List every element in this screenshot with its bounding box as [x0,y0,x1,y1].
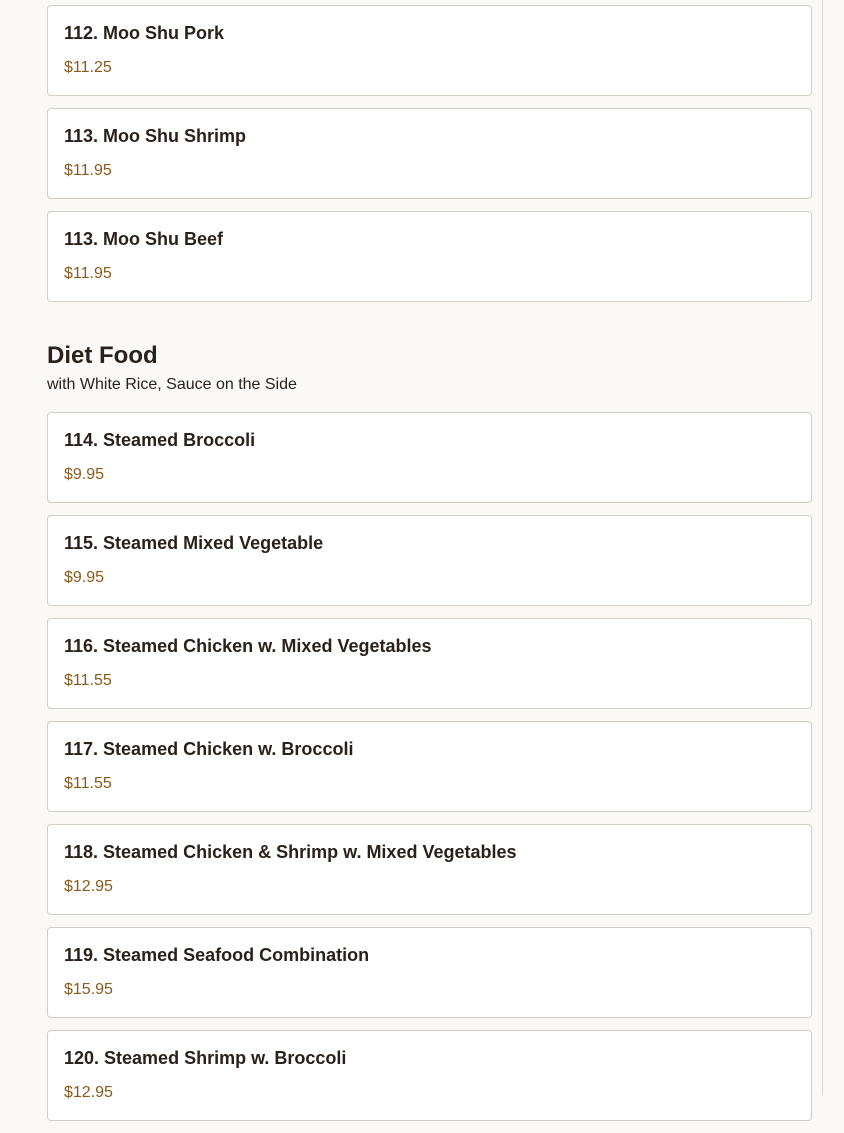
menu-item-name: 112. Moo Shu Pork [64,23,225,43]
menu-item-name: 116. Steamed Chicken w. Mixed Vegetables [64,636,432,656]
menu-item-name: 119. Steamed Seafood Combination [64,945,370,965]
section-header [47,314,812,394]
menu-item-name: 120. Steamed Shrimp w. Broccoli [64,1048,347,1068]
menu-item-price: $11.55 [64,775,112,792]
section-subtitle: with White Rice, Sauce on the Side [47,376,297,393]
menu-item-name: 117. Steamed Chicken w. Broccoli [64,739,354,759]
menu-item-card[interactable] [47,824,812,915]
menu-item-name: 113. Moo Shu Shrimp [64,126,247,146]
menu-item-name: 115. Steamed Mixed Vegetable [64,533,324,553]
menu-item-card[interactable] [47,515,812,606]
menu-item-name: 114. Steamed Broccoli [64,430,256,450]
menu-item-price: $12.95 [64,1084,113,1101]
menu-item-card[interactable] [47,412,812,503]
menu-item-price: $11.25 [64,59,112,76]
menu-item-price: $12.95 [64,878,113,895]
menu-item-card[interactable] [47,721,812,812]
menu-item-card[interactable] [47,927,812,1018]
menu-item-card[interactable] [47,108,812,199]
menu-item-card[interactable] [47,5,812,96]
page-divider [822,0,823,1095]
section-title: Diet Food [47,342,158,369]
menu-item-price: $11.95 [64,162,112,179]
menu-content [47,5,812,1133]
menu-item-price: $9.95 [64,569,105,586]
menu-item-name: 113. Moo Shu Beef [64,229,224,249]
menu-item-price: $11.95 [64,265,112,282]
menu-item-price: $9.95 [64,466,105,483]
menu-item-price: $11.55 [64,672,112,689]
menu-item-card[interactable] [47,618,812,709]
menu-item-name: 118. Steamed Chicken & Shrimp w. Mixed Vegetables [64,842,517,862]
menu-item-card[interactable] [47,1030,812,1121]
menu-item-price: $15.95 [64,981,113,998]
menu-item-card[interactable] [47,211,812,302]
